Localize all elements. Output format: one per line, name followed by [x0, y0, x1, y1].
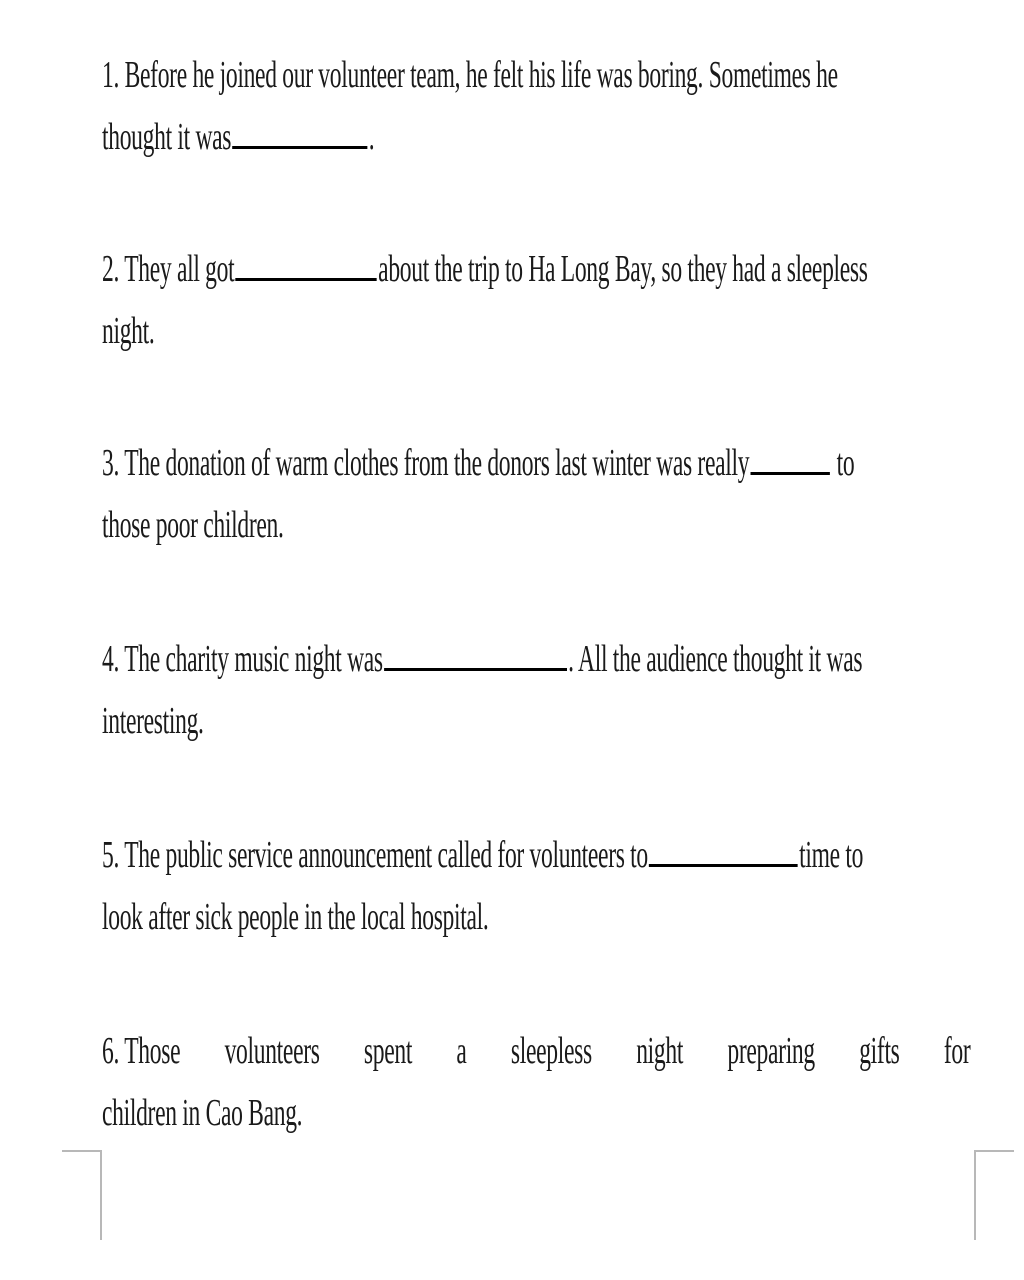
page-margin-corner-left: [62, 1150, 102, 1240]
answer-blank-3[interactable]: [750, 432, 829, 475]
question-5-line-2: [102, 886, 970, 948]
question-6-word-7: preparing: [727, 1030, 815, 1072]
question-4-text-after-blank: . All the audience thought it was: [568, 638, 863, 680]
question-2-line-1: [102, 238, 970, 300]
question-4-line-1: [102, 628, 970, 690]
question-6-word-3: spent: [363, 1030, 413, 1072]
question-6-line-1: [102, 1020, 970, 1082]
question-6-number: 6.: [102, 1030, 120, 1072]
question-2-text-continued: night.: [102, 310, 155, 352]
question-6: [102, 1020, 972, 1144]
question-3-text-continued: those poor children.: [102, 504, 284, 546]
question-3-number: 3.: [102, 442, 120, 484]
question-2-text-after-blank: about the trip to Ha Long Bay, so they had a sleepless: [378, 248, 868, 290]
question-1-line-2: [102, 106, 970, 168]
question-6-word: [102, 1020, 180, 1082]
question-2: [102, 238, 972, 362]
question-5-text-continued: look after sick people in the local hospital.: [102, 896, 489, 938]
question-5-number: 5.: [102, 834, 120, 876]
question-2-line-2: [102, 300, 970, 362]
answer-blank-2[interactable]: [236, 238, 377, 281]
question-3-line-1: [102, 432, 970, 494]
question-6-word-9: for: [943, 1030, 971, 1072]
question-4-text-continued: interesting.: [102, 700, 204, 742]
question-2-number: 2.: [102, 248, 120, 290]
answer-blank-4[interactable]: [384, 628, 567, 671]
question-4: [102, 628, 972, 752]
question-1-text: Before he joined our volunteer team, he felt his life was boring. Sometimes he: [124, 54, 838, 96]
question-3-text-after-blank: to: [836, 442, 855, 484]
question-1: [102, 44, 972, 168]
question-1-text-before-blank: thought it was: [102, 116, 232, 158]
page-margin-corner-right: [974, 1150, 1014, 1240]
question-3-line-2: [102, 494, 970, 556]
question-6-word-6: night: [636, 1030, 684, 1072]
question-1-text-after-blank: .: [368, 116, 375, 158]
question-1-number: 1.: [102, 54, 120, 96]
question-6-word-8: gifts: [859, 1030, 900, 1072]
question-6-text-continued: children in Cao Bang.: [102, 1092, 303, 1134]
question-6-line-2: [102, 1082, 970, 1144]
question-4-line-2: [102, 690, 970, 752]
question-6-word-4: a: [456, 1030, 467, 1072]
question-1-line-1: [102, 44, 970, 106]
question-5-text-after-blank: time to: [799, 834, 864, 876]
answer-blank-5[interactable]: [649, 824, 798, 867]
question-5: [102, 824, 972, 948]
answer-blank-1[interactable]: [232, 106, 367, 149]
question-5-text-before-blank: The public service announcement called for volunteers to: [124, 834, 648, 876]
question-3-text-before-blank: The donation of warm clothes from the donors last winter was really: [124, 442, 750, 484]
question-4-text-before-blank: The charity music night was: [124, 638, 383, 680]
question-6-word-5: sleepless: [510, 1030, 592, 1072]
question-4-number: 4.: [102, 638, 120, 680]
question-3: [102, 432, 972, 556]
question-6-word-1: Those: [124, 1030, 181, 1072]
question-2-text-before-blank: They all got: [124, 248, 235, 290]
question-6-word-2: volunteers: [224, 1030, 320, 1072]
question-5-line-1: [102, 824, 970, 886]
